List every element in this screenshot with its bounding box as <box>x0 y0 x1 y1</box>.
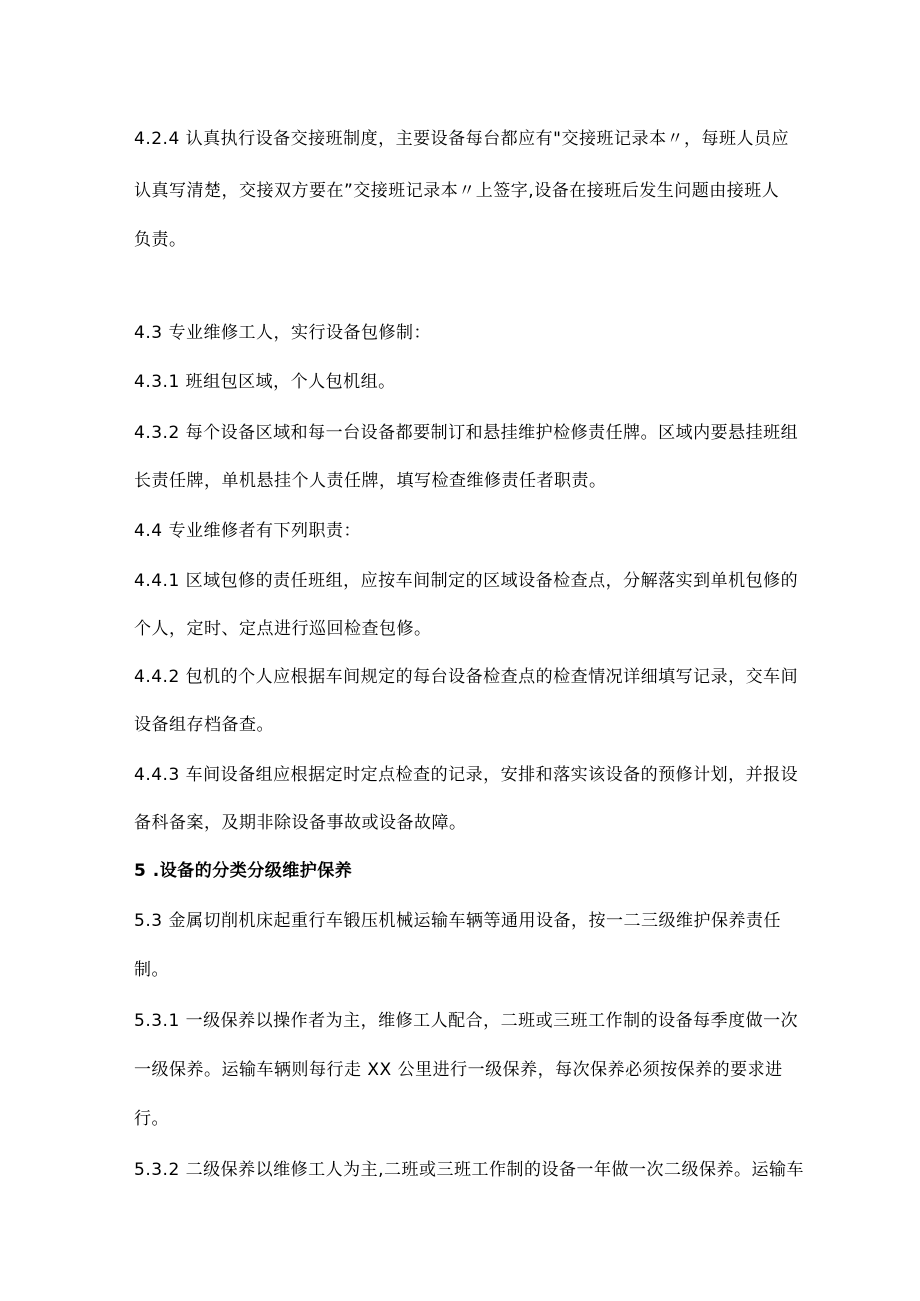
paragraph-4-3-2-line-2: 长责任牌，单机悬挂个人责任牌，填写检查维修责任者职责。 <box>134 471 607 491</box>
paragraph-5-3-1-line-1: 5.3.1 一级保养以操作者为主，维修工人配合，二班或三班工作制的设备每季度做一次 <box>134 1011 799 1031</box>
paragraph-5-3-2-line-1: 5.3.2 二级保养以维修工人为主,二班或三班工作制的设备一年做一次二级保养。运输车 <box>134 1160 805 1180</box>
paragraph-4-4-2-line-1: 4.4.2 包机的个人应根据车间规定的每台设备检查点的检查情况详细填写记录，交车间 <box>134 667 799 687</box>
paragraph-4-4-3-line-2: 备科备案，及期非除设备事故或设备故障。 <box>134 813 467 833</box>
section-5-heading: 5 .设备的分类分级维护保养 <box>134 861 353 881</box>
paragraph-4-4-3-line-1: 4.4.3 车间设备组应根据定时定点检查的记录，安排和落实该设备的预修计划，并报设 <box>134 765 799 785</box>
paragraph-4-2-4-line-3: 负责。 <box>134 230 187 250</box>
paragraph-4-2-4-line-2: 认真写清楚，交接双方要在”交接班记录本〃上签字,设备在接班后发生问题由接班人 <box>134 181 780 201</box>
paragraph-5-3-line-2: 制。 <box>134 960 169 980</box>
paragraph-5-3-1-line-3: 行。 <box>134 1109 169 1129</box>
paragraph-5-3-1-line-2: 一级保养。运输车辆则每行走 XX 公里进行一级保养，每次保养必须按保养的要求进 <box>134 1060 783 1080</box>
paragraph-4-4-2-line-2: 设备组存档备查。 <box>134 715 274 735</box>
section-4-4-title: 4.4 专业维修者有下列职责： <box>134 521 361 541</box>
paragraph-4-2-4-line-1: 4.2.4 认真执行设备交接班制度，主要设备每台都应有"交接班记录本〃，每班人员应 <box>134 129 789 149</box>
paragraph-4-3-1: 4.3.1 班组包区域，个人包机组。 <box>134 372 396 392</box>
section-4-3-title: 4.3 专业维修工人，实行设备包修制： <box>134 323 431 343</box>
paragraph-4-3-2-line-1: 4.3.2 每个设备区域和每一台设备都要制订和悬挂维护检修责任牌。区域内要悬挂班组 <box>134 423 799 443</box>
paragraph-5-3-line-1: 5.3 金属切削机床起重行车锻压机械运输车辆等通用设备，按一二三级维护保养责任 <box>134 911 781 931</box>
paragraph-4-4-1-line-2: 个人，定时、定点进行巡回检查包修。 <box>134 619 432 639</box>
paragraph-4-4-1-line-1: 4.4.1 区域包修的责任班组，应按车间制定的区域设备检查点，分解落实到单机包修的 <box>134 571 799 591</box>
